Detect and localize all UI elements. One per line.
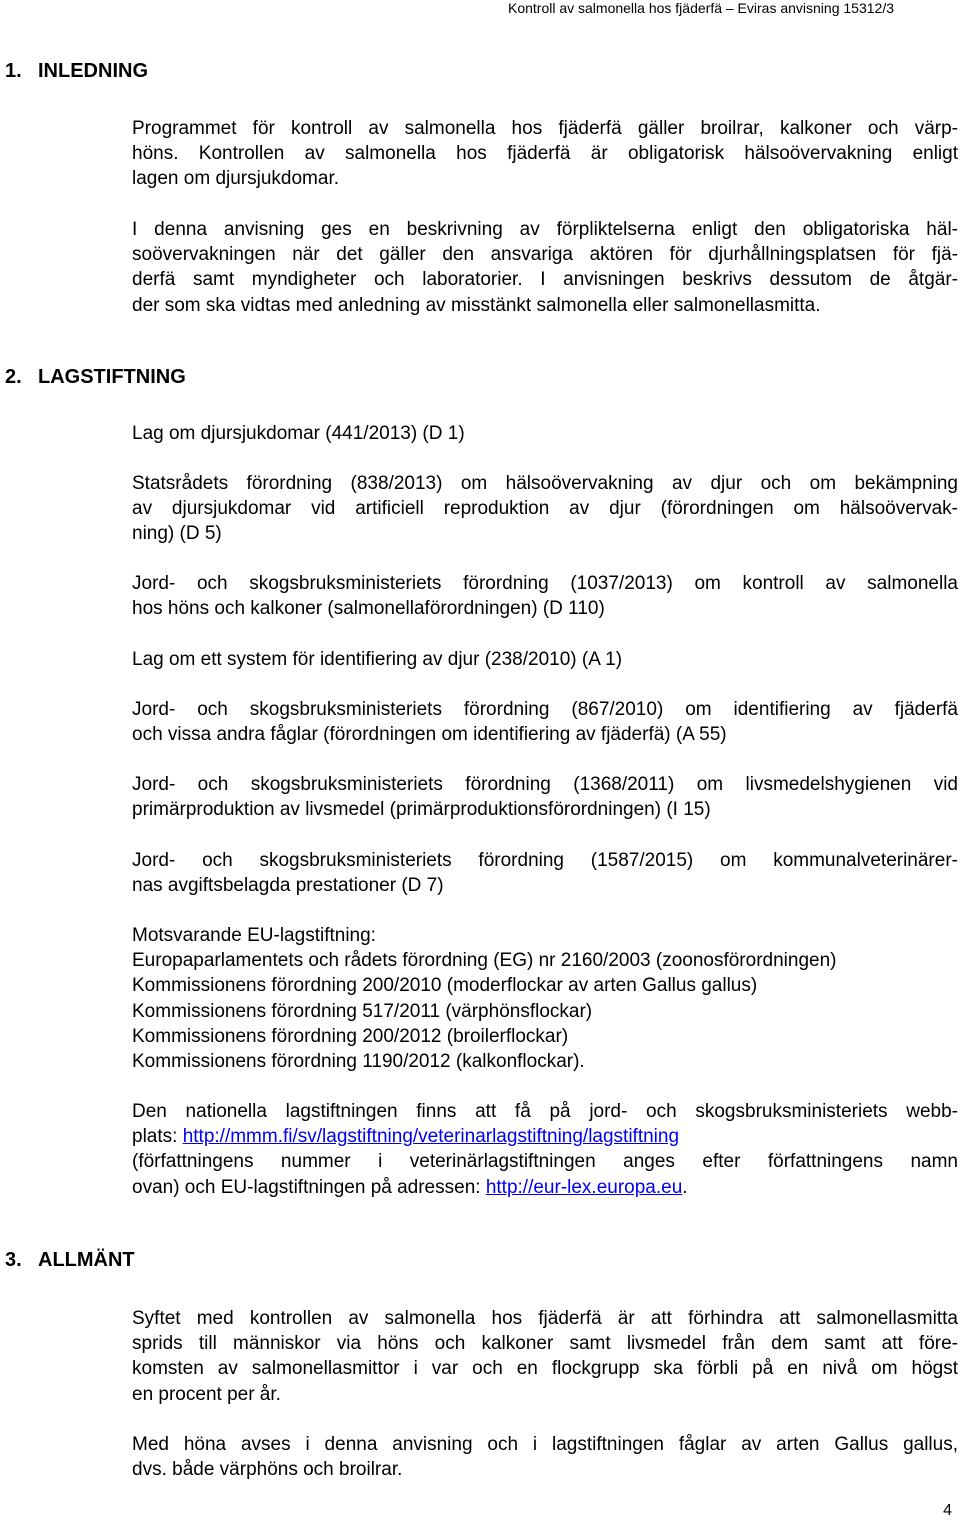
text-line: (författningens nummer i veterinärlagstiftningen anges efter författningens namn	[132, 1151, 958, 1173]
running-header: Kontroll av salmonella hos fjäderfä – Eviras anvisning 15312/3	[507, 0, 894, 16]
eu-item: Kommissionens förordning 200/2010 (moderflockar av arten Gallus gallus)	[132, 975, 758, 997]
text-line: Den nationella lagstiftningen finns att få på jord- och skogsbruksministeriets webb-	[132, 1101, 958, 1122]
text-line: en procent per år.	[132, 1383, 281, 1405]
text-line: Jord- och skogsbruksministeriets förordning (1368/2011) om livsmedelshygienen vid	[132, 774, 958, 795]
page-number: 4	[943, 1502, 952, 1519]
section-heading-lagstiftning	[5, 365, 186, 389]
text-line: Lag om ett system för identifiering av djur (238/2010) (A 1)	[132, 649, 623, 670]
text-line: Lag om djursjukdomar (441/2013) (D 1)	[132, 423, 465, 444]
eu-legislation-list	[132, 923, 958, 1074]
national-legislation-paragraph	[132, 1099, 958, 1200]
text-line: Jord- och skogsbruksministeriets förordning (867/2010) om identifiering av fjäderfä	[132, 699, 958, 720]
text-line: sprids till människor via höns och kalkoner samt livsmedel från dem samt att före-	[132, 1333, 958, 1355]
law-item	[132, 697, 958, 747]
text-line: Syftet med kontrollen av salmonella hos fjäderfä är att förhindra att salmonellasmitta	[132, 1308, 958, 1329]
section-title: LAGSTIFTNING	[38, 366, 186, 388]
text-line: Statsrådets förordning (838/2013) om hälsoövervakning av djur och om bekämpning	[132, 473, 958, 494]
text-line: der som ska vidtas med anledning av misstänkt salmonella eller salmonellasmitta.	[132, 294, 821, 316]
section-heading-inledning	[5, 59, 148, 83]
law-item	[132, 421, 958, 446]
text-line: Med höna avses i denna anvisning och i lagstiftningen fåglar av arten Gallus gallus,	[132, 1434, 958, 1455]
text-line: nas avgiftsbelagda prestationer (D 7)	[132, 875, 444, 897]
eu-heading: Motsvarande EU-lagstiftning:	[132, 925, 376, 946]
text-line: derfä samt myndigheter och laboratorier. I anvisningen beskrivs dessutom de åtgär-	[132, 269, 958, 291]
text-fragment: ovan) och EU-lagstiftningen på adressen:	[132, 1176, 486, 1198]
text-line: hos höns och kalkoner (salmonellaförordningen) (D 110)	[132, 598, 605, 620]
section-title: INLEDNING	[38, 60, 148, 82]
text-line: primärproduktion av livsmedel (primärproduktionsförordningen) (I 15)	[132, 799, 711, 821]
text-line: ning) (D 5)	[132, 523, 222, 545]
text-line: dvs. både värphöns och broilrar.	[132, 1459, 403, 1481]
law-item	[132, 571, 958, 621]
law-item	[132, 848, 958, 898]
text-fragment: plats:	[132, 1126, 183, 1148]
intro-paragraph-2	[132, 217, 958, 318]
text-line	[132, 1175, 958, 1200]
text-line: Jord- och skogsbruksministeriets förordning (1587/2015) om kommunalveterinärer-	[132, 850, 958, 871]
section-number: 1.	[5, 60, 22, 82]
text-line: höns. Kontrollen av salmonella hos fjäderfä är obligatorisk hälsoövervakning enligt	[132, 143, 958, 165]
text-line: soövervakningen när det gäller den ansvariga aktören för djurhållningsplatsen för fjä-	[132, 244, 958, 266]
section-number: 2.	[5, 366, 22, 388]
text-line: lagen om djursjukdomar.	[132, 168, 339, 190]
law-item	[132, 647, 958, 672]
mmm-legislation-link[interactable]: http://mmm.fi/sv/lagstiftning/veterinarlagstiftning/lagstiftning	[182, 1126, 680, 1148]
text-line: I denna anvisning ges en beskrivning av förpliktelserna enligt den obligatoriska häl-	[132, 219, 958, 240]
eur-lex-link[interactable]: http://eur-lex.europa.eu	[485, 1176, 683, 1198]
section-heading-allmant	[5, 1248, 135, 1272]
section-title: ALLMÄNT	[38, 1249, 135, 1271]
law-item	[132, 471, 958, 547]
text-line: och vissa andra fåglar (förordningen om identifiering av fjäderfä) (A 55)	[132, 724, 727, 746]
text-line: av djursjukdomar vid artificiell reproduktion av djur (förordningen om hälsoövervak-	[132, 498, 958, 520]
text-line	[132, 1124, 958, 1149]
eu-item: Kommissionens förordning 200/2012 (broilerflockar)	[132, 1025, 569, 1047]
eu-item: Kommissionens förordning 517/2011 (värphönsflockar)	[132, 1000, 593, 1022]
eu-item: Kommissionens förordning 1190/2012 (kalkonflockar).	[132, 1051, 585, 1073]
general-paragraph-1	[132, 1306, 958, 1407]
law-item	[132, 772, 958, 822]
text-line: Programmet för kontroll av salmonella hos fjäderfä gäller broilrar, kalkoner och värp-	[132, 118, 958, 139]
eu-item: Europaparlamentets och rådets förordning (EG) nr 2160/2003 (zoonosförordningen)	[132, 950, 837, 972]
section-number: 3.	[5, 1249, 22, 1271]
text-line: komsten av salmonellasmittor i var och en flockgrupp ska förbli på en nivå om högst	[132, 1358, 958, 1380]
text-fragment: .	[682, 1176, 688, 1198]
text-line: Jord- och skogsbruksministeriets förordning (1037/2013) om kontroll av salmonella	[132, 573, 958, 594]
general-paragraph-2	[132, 1432, 958, 1482]
intro-paragraph-1	[132, 116, 958, 192]
